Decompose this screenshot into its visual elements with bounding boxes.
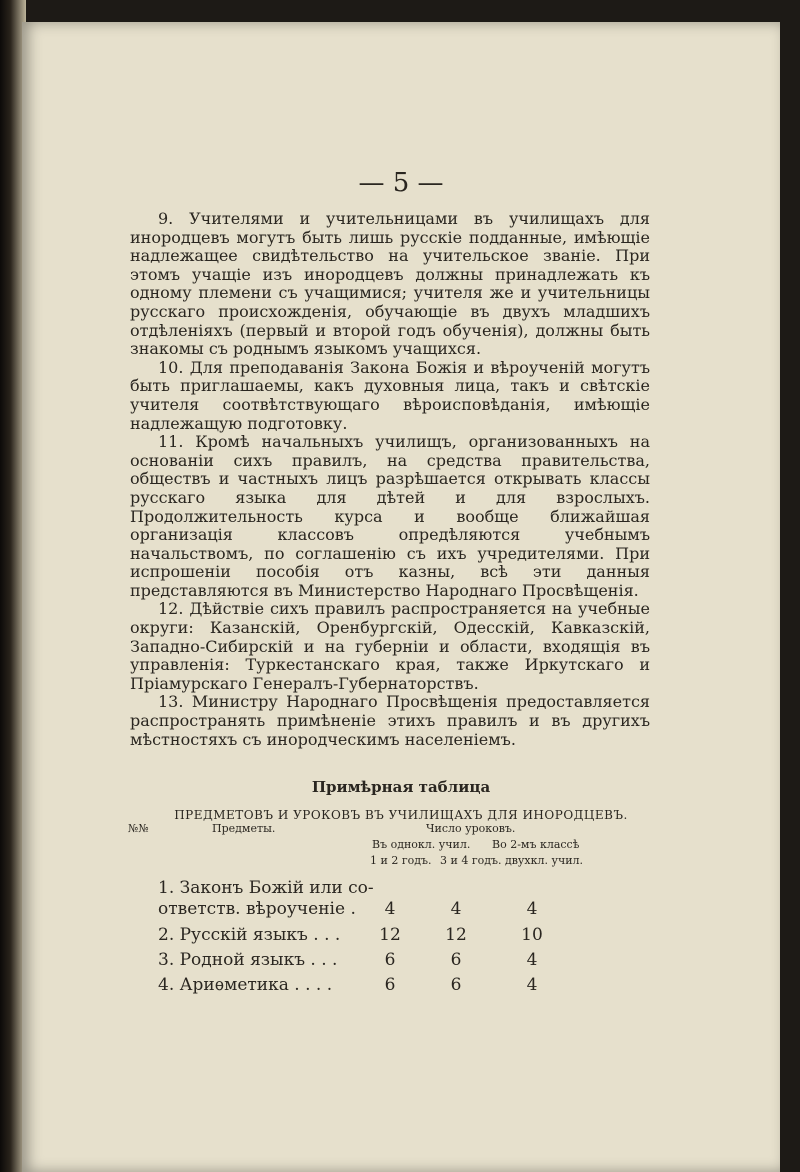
table-title: Примѣрная таблица: [311, 778, 491, 796]
row-4-col1: 6: [384, 975, 396, 995]
row-3-col2: 6: [450, 950, 462, 970]
paragraph-11: 11. Кромѣ начальныхъ училищъ, организованныхъ на основаніи сихъ правилъ, на средства правительства, обществъ и частныхъ лицъ разрѣшается открывать классы русскаго языка для дѣтей и для взрослыхъ. Продолжительность курса и вообще ближайшая организація классовъ опредѣляются учебнымъ начальствомъ, по соглашенію съ ихъ учредителями. При испрошеніи пособія отъ казны, всѣ эти данныя представляются въ Министерство Народнаго Просвѣщенія.: [130, 432, 650, 600]
header-col1-a: Въ однокл. учил.: [372, 838, 471, 851]
row-3-col1: 6: [384, 950, 396, 970]
row-1-label-line1: 1. Законъ Божій или со-: [158, 878, 374, 898]
page-number: — 5 —: [358, 168, 444, 198]
header-col2-a: Во 2-мъ классѣ: [492, 838, 580, 851]
header-col1-b: 1 и 2 годъ.: [370, 854, 432, 867]
header-subjects: Предметы.: [212, 822, 276, 835]
paragraph-10: 10. Для преподаванія Закона Божія и вѣроученій могутъ быть приглашаемы, какъ духовныя лица, такъ и свѣтскіе учителя соотвѣтствующаго вѣроисповѣданія, имѣющіе надлежащую подготовку.: [130, 357, 650, 433]
header-num: №№: [128, 822, 149, 835]
header-hours: Число уроковъ.: [426, 822, 516, 835]
paragraph-12: 12. Дѣйствіе сихъ правилъ распространяется на учебные округи: Казанскій, Оренбургскій, Одесскій, Кавказскій, Западно-Сибирскій и на губерніи и области, входящія въ управленія: Туркестанскаго края, также Иркутскаго и Пріамурскаго Генералъ-Губернаторствъ.: [130, 599, 650, 693]
paragraph-13: 13. Министру Народнаго Просвѣщенія предоставляется распространять примѣненіе этихъ правилъ и въ другихъ мѣстностяхъ съ инородческимъ населеніемъ.: [130, 692, 650, 749]
paragraph-9: 9. Учителями и учительницами въ училищахъ для инородцевъ могутъ быть лишь русскіе подданные, имѣющіе надлежащее свидѣтельство на учительское званіе. При этомъ учащіе изъ инородцевъ должны принадлежать къ одному племени съ учащимися; учителя же и учительницы русскаго происхожденія, обучающіе въ двухъ младшихъ отдѣленіяхъ (первый и второй годъ обученія), должны быть знакомы съ роднымъ языкомъ учащихся.: [130, 209, 650, 359]
row-1-col2: 4: [450, 899, 462, 919]
row-2-col3: 10: [521, 925, 543, 945]
document-page: [22, 22, 780, 1172]
header-col2-b: 3 и 4 годъ. двухкл. учил.: [440, 854, 584, 867]
row-4-col3: 4: [526, 975, 538, 995]
row-1-col3: 4: [526, 899, 538, 919]
row-3-label: 3. Родной языкъ . . .: [158, 950, 338, 970]
row-1-col1: 4: [384, 899, 396, 919]
row-4-label: 4. Ариѳметика . . . .: [158, 975, 333, 995]
row-1-label-line2: ответств. вѣроученіе .: [158, 899, 356, 919]
regulations-text: [130, 210, 650, 749]
row-2-col2: 12: [445, 925, 467, 945]
row-3-col3: 4: [526, 950, 538, 970]
table-subtitle: ПРЕДМЕТОВЪ И УРОКОВЪ ВЪ УЧИЛИЩАХЪ ДЛЯ ИНОРОДЦЕВЪ.: [174, 808, 628, 822]
row-2-label: 2. Русскій языкъ . . .: [158, 925, 341, 945]
row-2-col1: 12: [379, 925, 401, 945]
row-4-col2: 6: [450, 975, 462, 995]
